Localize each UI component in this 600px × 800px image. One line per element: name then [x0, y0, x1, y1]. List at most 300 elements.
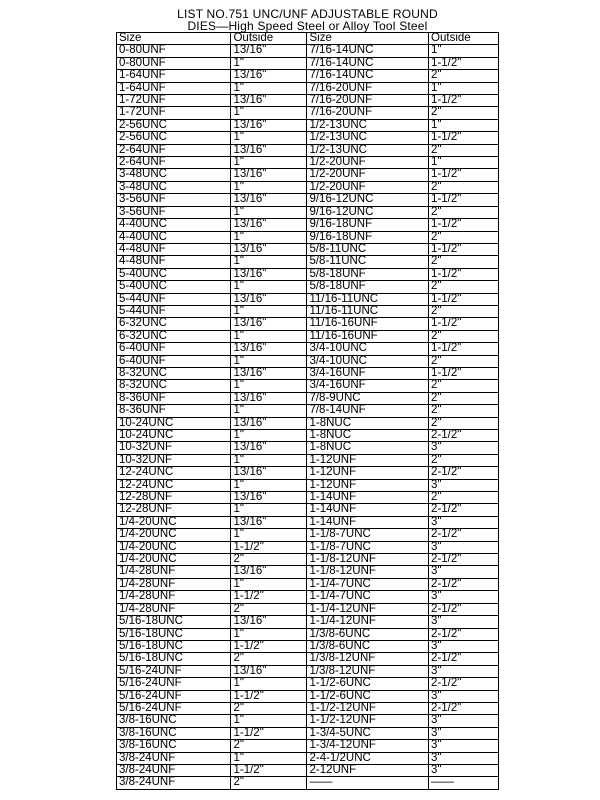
- outside-cell: 1": [231, 57, 307, 69]
- table-row: [117, 107, 499, 119]
- size-cell: 1-14UNF: [307, 504, 429, 516]
- size-cell: 11/16-16UNF: [307, 318, 429, 330]
- outside-cell: 2-1/2": [429, 603, 499, 615]
- size-cell: 5/8-18UNF: [307, 268, 429, 280]
- outside-cell: 1-1/2": [429, 293, 499, 305]
- table-row: [117, 678, 499, 690]
- size-cell: 3/8-16UNC: [117, 715, 231, 727]
- table-row: [117, 764, 499, 776]
- outside-cell: 1": [429, 45, 499, 57]
- outside-cell: 2": [429, 181, 499, 193]
- size-cell: 3/4-16UNF: [307, 367, 429, 379]
- size-cell: 1-64UNF: [117, 70, 231, 82]
- outside-cell: 2": [429, 392, 499, 404]
- table-row: [117, 430, 499, 442]
- outside-cell: 3": [429, 541, 499, 553]
- outside-cell: 1": [231, 405, 307, 417]
- size-cell: 3-56UNF: [117, 206, 231, 218]
- size-cell: 1-72UNF: [117, 95, 231, 107]
- size-cell: 11/16-11UNC: [307, 293, 429, 305]
- size-cell: 1/2-20UNF: [307, 181, 429, 193]
- outside-cell: 1-1/2": [231, 690, 307, 702]
- size-cell: 1-1/2-6UNC: [307, 678, 429, 690]
- header-size: Size: [307, 33, 429, 45]
- outside-cell: 3": [429, 690, 499, 702]
- table-row: [117, 256, 499, 268]
- size-cell: 1-14UNF: [307, 516, 429, 528]
- table-row: [117, 181, 499, 193]
- table-row: [117, 417, 499, 429]
- outside-cell: 3": [429, 442, 499, 454]
- outside-cell: 13/16": [231, 442, 307, 454]
- outside-cell: 2": [231, 653, 307, 665]
- size-cell: 1/4-20UNC: [117, 529, 231, 541]
- table-row: [117, 653, 499, 665]
- size-cell: 1/4-28UNF: [117, 566, 231, 578]
- table-row: [117, 405, 499, 417]
- outside-cell: 1": [231, 206, 307, 218]
- size-cell: 12-24UNC: [117, 467, 231, 479]
- outside-cell: 1": [231, 529, 307, 541]
- outside-cell: 2-1/2": [429, 554, 499, 566]
- table-row: [117, 305, 499, 317]
- size-cell: 5-40UNC: [117, 281, 231, 293]
- size-cell: 5-44UNF: [117, 293, 231, 305]
- size-cell: 3/4-10UNC: [307, 343, 429, 355]
- table-row: [117, 566, 499, 578]
- size-cell: 1/2-20UNF: [307, 157, 429, 169]
- size-cell: 1-3/4-5UNC: [307, 727, 429, 739]
- table-row: [117, 169, 499, 181]
- size-cell: 12-28UNF: [117, 504, 231, 516]
- outside-cell: 2": [429, 144, 499, 156]
- size-cell: 1-12UNF: [307, 454, 429, 466]
- size-cell: 5/8-11UNC: [307, 256, 429, 268]
- size-cell: 6-32UNC: [117, 330, 231, 342]
- table-row: [117, 578, 499, 590]
- table-row: [117, 603, 499, 615]
- table-row: [117, 504, 499, 516]
- table-row: [117, 740, 499, 752]
- outside-cell: 2": [429, 305, 499, 317]
- size-cell: 6-40UNF: [117, 343, 231, 355]
- table-row: [117, 392, 499, 404]
- table-row: [117, 194, 499, 206]
- outside-cell: 1": [231, 380, 307, 392]
- outside-cell: 1-1/2": [429, 318, 499, 330]
- header-size: Size: [117, 33, 231, 45]
- size-cell: 6-32UNC: [117, 318, 231, 330]
- outside-cell: 1": [231, 157, 307, 169]
- table-row: [117, 616, 499, 628]
- table-row: [117, 219, 499, 231]
- outside-cell: 13/16": [231, 566, 307, 578]
- outside-cell: 13/16": [231, 169, 307, 181]
- outside-cell: 3": [429, 640, 499, 652]
- outside-cell: 13/16": [231, 194, 307, 206]
- size-cell: 1-1/4-12UNF: [307, 603, 429, 615]
- size-cell: 1-3/4-12UNF: [307, 740, 429, 752]
- title-line-2: DIES—High Speed Steel or Alloy Tool Steel: [187, 19, 428, 33]
- size-cell: 1-8NUC: [307, 417, 429, 429]
- table-row: [117, 752, 499, 764]
- size-cell: 1/4-28UNF: [117, 578, 231, 590]
- outside-cell: 1": [231, 256, 307, 268]
- outside-cell: 13/16": [231, 243, 307, 255]
- outside-cell: 13/16": [231, 293, 307, 305]
- size-cell: 4-48UNF: [117, 243, 231, 255]
- outside-cell: 13/16": [231, 516, 307, 528]
- size-cell: 4-40UNC: [117, 219, 231, 231]
- size-cell: 2-64UNF: [117, 144, 231, 156]
- size-cell: 2-4-1/2UNC: [307, 752, 429, 764]
- size-cell: 8-32UNC: [117, 367, 231, 379]
- header-outside: Outside: [231, 33, 307, 45]
- size-cell: 3/8-24UNF: [117, 764, 231, 776]
- outside-cell: 3": [429, 566, 499, 578]
- size-cell: 8-36UNF: [117, 392, 231, 404]
- outside-cell: 2": [429, 256, 499, 268]
- outside-cell: 2-1/2": [429, 628, 499, 640]
- outside-cell: 2": [429, 454, 499, 466]
- table-row: [117, 268, 499, 280]
- size-cell: 1/3/8-6UNC: [307, 640, 429, 652]
- size-cell: 1-72UNF: [117, 107, 231, 119]
- size-cell: 5/8-11UNC: [307, 243, 429, 255]
- outside-cell: 1": [231, 715, 307, 727]
- outside-cell: 3": [429, 665, 499, 677]
- size-cell: 9/16-18UNF: [307, 219, 429, 231]
- outside-cell: 13/16": [231, 665, 307, 677]
- size-cell: 4-40UNC: [117, 231, 231, 243]
- outside-cell: 2": [429, 405, 499, 417]
- table-row: [117, 343, 499, 355]
- outside-cell: 2": [231, 603, 307, 615]
- outside-cell: 2-1/2": [429, 467, 499, 479]
- table-row: [117, 516, 499, 528]
- table-row: [117, 206, 499, 218]
- size-cell: 11/16-11UNC: [307, 305, 429, 317]
- outside-cell: 3": [429, 752, 499, 764]
- size-cell: 4-48UNF: [117, 256, 231, 268]
- size-cell: 6-40UNF: [117, 355, 231, 367]
- outside-cell: 2": [429, 231, 499, 243]
- outside-cell: 1": [231, 355, 307, 367]
- outside-cell: 1": [231, 181, 307, 193]
- size-cell: 1-8NUC: [307, 442, 429, 454]
- size-cell: 2-56UNC: [117, 132, 231, 144]
- table-row: [117, 591, 499, 603]
- size-cell: 3/8-16UNC: [117, 740, 231, 752]
- outside-cell: 13/16": [231, 343, 307, 355]
- outside-cell: 3": [429, 516, 499, 528]
- size-cell: 1/4-28UNF: [117, 603, 231, 615]
- outside-cell: 13/16": [231, 268, 307, 280]
- outside-cell: 1-1/2": [429, 95, 499, 107]
- outside-cell: 1-1/2": [429, 268, 499, 280]
- size-cell: 0-80UNF: [117, 45, 231, 57]
- outside-cell: 13/16": [231, 45, 307, 57]
- outside-cell: 2-1/2": [429, 578, 499, 590]
- table-row: [117, 367, 499, 379]
- table-row: [117, 665, 499, 677]
- outside-cell: 1": [231, 678, 307, 690]
- table-row: [117, 119, 499, 131]
- outside-cell: 1": [231, 231, 307, 243]
- size-cell: 5/16-24UNF: [117, 702, 231, 714]
- outside-cell: 3": [429, 740, 499, 752]
- table-row: [117, 95, 499, 107]
- size-cell: 1/3/8-12UNF: [307, 653, 429, 665]
- size-cell: 10-24UNC: [117, 430, 231, 442]
- header-row: [117, 33, 499, 45]
- size-cell: 7/16-20UNF: [307, 107, 429, 119]
- outside-cell: 1-1/2": [429, 194, 499, 206]
- outside-cell: 1": [231, 305, 307, 317]
- outside-cell: 2": [429, 355, 499, 367]
- table-row: [117, 380, 499, 392]
- size-cell: 1-1/8-12UNF: [307, 554, 429, 566]
- size-cell: 9/16-12UNC: [307, 206, 429, 218]
- table-row: [117, 715, 499, 727]
- outside-cell: 2-1/2": [429, 678, 499, 690]
- table-row: [117, 479, 499, 491]
- size-cell: 5/16-18UNC: [117, 616, 231, 628]
- header-outside: Outside: [429, 33, 499, 45]
- size-cell: 1/2-20UNF: [307, 169, 429, 181]
- outside-cell: 2-1/2": [429, 430, 499, 442]
- size-cell: 7/16-14UNC: [307, 57, 429, 69]
- outside-cell: 1-1/2": [429, 57, 499, 69]
- size-cell: 1/2-13UNC: [307, 144, 429, 156]
- table-row: [117, 293, 499, 305]
- table-row: [117, 231, 499, 243]
- outside-cell: 2-1/2": [429, 529, 499, 541]
- outside-cell: 2-1/2": [429, 653, 499, 665]
- size-cell: 5/16-18UNC: [117, 640, 231, 652]
- size-cell: 3-56UNF: [117, 194, 231, 206]
- size-cell: 1-1/2-6UNC: [307, 690, 429, 702]
- size-cell: 7/16-14UNC: [307, 70, 429, 82]
- size-cell: 1-12UNF: [307, 479, 429, 491]
- size-cell: 10-32UNF: [117, 454, 231, 466]
- outside-cell: 2-1/2": [429, 504, 499, 516]
- outside-cell: 13/16": [231, 95, 307, 107]
- table-row: [117, 628, 499, 640]
- size-cell: 3-48UNC: [117, 181, 231, 193]
- outside-cell: 13/16": [231, 616, 307, 628]
- size-cell: 1-1/8-7UNC: [307, 541, 429, 553]
- size-cell: 1-1/8-12UNF: [307, 566, 429, 578]
- size-cell: 1-64UNF: [117, 82, 231, 94]
- size-cell: 1/4-28UNF: [117, 591, 231, 603]
- size-cell: 7/16-20UNF: [307, 82, 429, 94]
- outside-cell: 13/16": [231, 417, 307, 429]
- size-cell: 3/8-24UNF: [117, 752, 231, 764]
- size-cell: 5/16-24UNF: [117, 665, 231, 677]
- size-cell: 1-1/4-12UNF: [307, 616, 429, 628]
- size-cell: 2-64UNF: [117, 157, 231, 169]
- outside-cell: 2": [231, 740, 307, 752]
- outside-cell: 2": [231, 777, 307, 789]
- table-row: [117, 330, 499, 342]
- size-cell: 9/16-12UNC: [307, 194, 429, 206]
- outside-cell: 1": [429, 157, 499, 169]
- outside-cell: 13/16": [231, 392, 307, 404]
- table-row: [117, 318, 499, 330]
- outside-cell: 1": [231, 132, 307, 144]
- outside-cell: 2": [429, 206, 499, 218]
- table-row: [117, 355, 499, 367]
- table-row: [117, 45, 499, 57]
- outside-cell: 1-1/2": [231, 764, 307, 776]
- outside-cell: 2": [429, 70, 499, 82]
- table-row: [117, 243, 499, 255]
- outside-cell: 1-1/2": [429, 243, 499, 255]
- table-row: [117, 702, 499, 714]
- table-row: [117, 690, 499, 702]
- outside-cell: 1": [231, 578, 307, 590]
- outside-cell: 2": [429, 492, 499, 504]
- size-cell: 5-44UNF: [117, 305, 231, 317]
- outside-cell: 3": [429, 727, 499, 739]
- outside-cell: 1-1/2": [231, 541, 307, 553]
- size-cell: 1-12UNF: [307, 467, 429, 479]
- size-cell: 7/8-14UNF: [307, 405, 429, 417]
- outside-cell: 1": [231, 107, 307, 119]
- outside-cell: 3": [429, 591, 499, 603]
- size-cell: 5/16-18UNC: [117, 628, 231, 640]
- size-cell: 11/16-16UNF: [307, 330, 429, 342]
- size-cell: 5/8-18UNF: [307, 281, 429, 293]
- size-cell: 5/16-18UNC: [117, 653, 231, 665]
- outside-cell: 1": [429, 82, 499, 94]
- outside-cell: ——: [429, 777, 499, 789]
- size-cell: 0-80UNF: [117, 57, 231, 69]
- table-row: [117, 467, 499, 479]
- title-line-1: LIST NO.751 UNC/UNF ADJUSTABLE ROUND: [177, 7, 438, 21]
- outside-cell: 13/16": [231, 119, 307, 131]
- table-row: [117, 777, 499, 789]
- size-cell: 1/4-20UNC: [117, 516, 231, 528]
- outside-cell: 1-1/2": [231, 591, 307, 603]
- size-cell: 3-48UNC: [117, 169, 231, 181]
- size-cell: 7/16-14UNC: [307, 45, 429, 57]
- outside-cell: 3": [429, 764, 499, 776]
- outside-cell: 2": [429, 107, 499, 119]
- outside-cell: 1": [231, 454, 307, 466]
- size-cell: 7/8-9UNC: [307, 392, 429, 404]
- outside-cell: 3": [429, 616, 499, 628]
- table-row: [117, 132, 499, 144]
- table-row: [117, 70, 499, 82]
- size-cell: 1-8NUC: [307, 430, 429, 442]
- outside-cell: 3": [429, 479, 499, 491]
- outside-cell: 2": [429, 380, 499, 392]
- outside-cell: 2": [429, 281, 499, 293]
- outside-cell: 1-1/2": [429, 132, 499, 144]
- size-cell: 10-24UNC: [117, 417, 231, 429]
- outside-cell: 13/16": [231, 367, 307, 379]
- table-row: [117, 640, 499, 652]
- size-cell: 7/16-20UNF: [307, 95, 429, 107]
- outside-cell: 1": [429, 119, 499, 131]
- outside-cell: 1": [231, 82, 307, 94]
- outside-cell: 1": [231, 330, 307, 342]
- size-cell: 1-14UNF: [307, 492, 429, 504]
- table-row: [117, 281, 499, 293]
- size-cell: ——: [307, 777, 429, 789]
- size-cell: 12-28UNF: [117, 492, 231, 504]
- table-row: [117, 727, 499, 739]
- table-row: [117, 442, 499, 454]
- size-cell: 1-1/4-7UNC: [307, 591, 429, 603]
- size-cell: 5/16-24UNF: [117, 678, 231, 690]
- size-cell: 10-32UNF: [117, 442, 231, 454]
- outside-cell: 3": [429, 715, 499, 727]
- outside-cell: 1": [231, 281, 307, 293]
- outside-cell: 13/16": [231, 467, 307, 479]
- size-cell: 5/16-24UNF: [117, 690, 231, 702]
- size-cell: 1/2-13UNC: [307, 132, 429, 144]
- outside-cell: 1": [231, 752, 307, 764]
- outside-cell: 1": [231, 504, 307, 516]
- outside-cell: 13/16": [231, 144, 307, 156]
- outside-cell: 1": [231, 430, 307, 442]
- table-row: [117, 454, 499, 466]
- size-cell: 2-56UNC: [117, 119, 231, 131]
- size-cell: 3/8-16UNC: [117, 727, 231, 739]
- table-row: [117, 529, 499, 541]
- size-cell: 1/3/8-12UNF: [307, 665, 429, 677]
- outside-cell: 2": [429, 330, 499, 342]
- size-cell: 3/8-24UNF: [117, 777, 231, 789]
- outside-cell: 1-1/2": [429, 169, 499, 181]
- size-cell: 1-1/2-12UNF: [307, 715, 429, 727]
- size-cell: 9/16-18UNF: [307, 231, 429, 243]
- die-size-table: [116, 32, 499, 790]
- outside-cell: 1-1/2": [231, 640, 307, 652]
- size-cell: 12-24UNC: [117, 479, 231, 491]
- table-row: [117, 82, 499, 94]
- size-cell: 1-1/8-7UNC: [307, 529, 429, 541]
- outside-cell: 2": [231, 554, 307, 566]
- outside-cell: 1-1/2": [231, 727, 307, 739]
- outside-cell: 1-1/2": [429, 343, 499, 355]
- outside-cell: 1": [231, 628, 307, 640]
- table-row: [117, 57, 499, 69]
- outside-cell: 13/16": [231, 70, 307, 82]
- outside-cell: 13/16": [231, 219, 307, 231]
- die-list-sheet: [116, 8, 499, 790]
- table-row: [117, 541, 499, 553]
- size-cell: 2-12UNF: [307, 764, 429, 776]
- outside-cell: 13/16": [231, 318, 307, 330]
- size-cell: 1/3/8-6UNC: [307, 628, 429, 640]
- table-row: [117, 144, 499, 156]
- outside-cell: 2": [429, 417, 499, 429]
- size-cell: 8-36UNF: [117, 405, 231, 417]
- size-cell: 1/4-20UNC: [117, 541, 231, 553]
- size-cell: 1/2-13UNC: [307, 119, 429, 131]
- outside-cell: 13/16": [231, 492, 307, 504]
- table-row: [117, 554, 499, 566]
- outside-cell: 2": [231, 702, 307, 714]
- table-row: [117, 157, 499, 169]
- outside-cell: 1-1/2": [429, 219, 499, 231]
- outside-cell: 2-1/2": [429, 702, 499, 714]
- size-cell: 5-40UNC: [117, 268, 231, 280]
